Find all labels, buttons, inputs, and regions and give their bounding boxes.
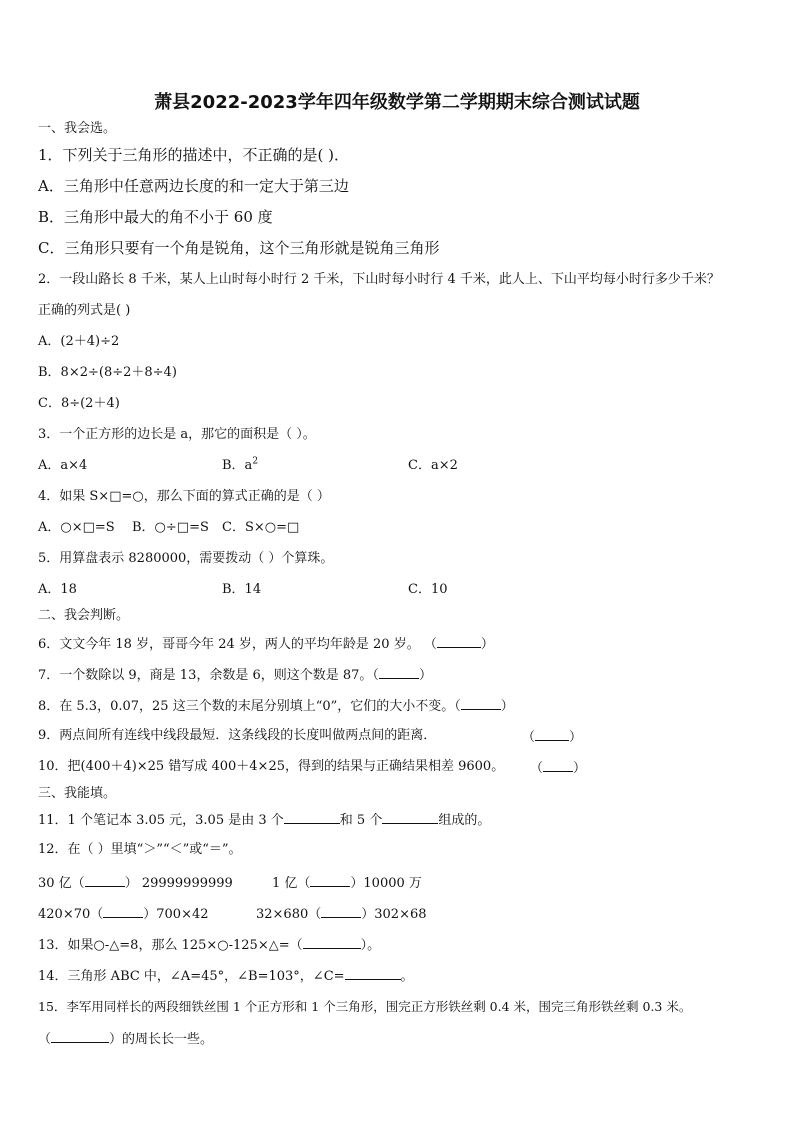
question-10-close: ） bbox=[573, 761, 587, 776]
answer-blank[interactable] bbox=[103, 905, 143, 918]
question-12-item-3-post: ）700×42 bbox=[143, 907, 209, 922]
question-6 bbox=[38, 635, 494, 653]
question-15-post: ）的周长长一些。 bbox=[109, 1032, 214, 1047]
question-12-item-3 bbox=[38, 905, 209, 923]
answer-blank[interactable] bbox=[345, 967, 401, 980]
question-12-item-2 bbox=[272, 874, 422, 892]
question-12-item-1-post: ） 29999999999 bbox=[124, 876, 233, 891]
question-3-stem: 3．一个正方形的边长是 a，那它的面积是（ ）。 bbox=[38, 427, 316, 442]
question-13-pre: 13．如果○-△=8，那么 125×○-125×△=（ bbox=[38, 938, 303, 953]
question-11 bbox=[38, 811, 490, 829]
question-9 bbox=[38, 728, 436, 744]
question-4-option-a: A．○×□=S bbox=[38, 520, 115, 535]
question-6-close: ） bbox=[480, 637, 494, 652]
page-title: 萧县2022-2023学年四年级数学第二学期期末综合测试试题 bbox=[154, 92, 640, 113]
question-10 bbox=[38, 759, 504, 775]
question-12-item-3-pre: 420×70（ bbox=[38, 907, 104, 922]
question-13-post: ）。 bbox=[360, 938, 381, 953]
question-12-stem: 12．在（ ）里填“＞”“＜”或“＝”。 bbox=[38, 842, 242, 857]
question-4-stem: 4．如果 S×□=○，那么下面的算式正确的是（ ） bbox=[38, 489, 330, 504]
question-4-option-c: C．S×○=□ bbox=[222, 520, 300, 535]
question-12-item-4-pre: 32×680（ bbox=[256, 907, 322, 922]
question-1-option-a: A．三角形中任意两边长度的和一定大于第三边 bbox=[38, 177, 349, 195]
question-12-item-4 bbox=[256, 905, 427, 923]
question-2-stem-line1: 2．一段山路长 8 千米，某人上山时每小时行 2 千米，下山时每小时行 4 千米，此人上、下山平均每小时行多少千米？ bbox=[38, 272, 720, 287]
answer-blank[interactable] bbox=[51, 1030, 109, 1043]
question-5-option-b: B．14 bbox=[222, 582, 262, 597]
section-heading-judge: 二、我会判断。 bbox=[38, 608, 130, 623]
question-15-answer bbox=[38, 1030, 213, 1048]
question-14-pre: 14．三角形 ABC 中，∠A=45°，∠B=103°，∠C= bbox=[38, 969, 345, 984]
answer-blank[interactable] bbox=[284, 811, 340, 824]
question-2-stem-line2: 正确的列式是( ) bbox=[38, 303, 131, 318]
question-2-option-b: B．8×2÷(8÷2＋8÷4) bbox=[38, 365, 177, 380]
answer-blank[interactable] bbox=[379, 666, 419, 679]
question-7-text: 7．一个数除以 9，商是 13，余数是 6，则这个数是 87。（ bbox=[38, 668, 379, 683]
question-12-item-2-post: ）10000 万 bbox=[350, 876, 422, 891]
answer-blank[interactable] bbox=[303, 936, 361, 949]
answer-blank[interactable] bbox=[437, 635, 481, 648]
question-10-text: 10．把(400＋4)×25 错写成 400＋4×25，得到的结果与正确结果相差 9600。 bbox=[38, 759, 505, 774]
question-12-item-4-post: ）302×68 bbox=[361, 907, 427, 922]
answer-blank[interactable] bbox=[535, 728, 569, 741]
question-8 bbox=[38, 697, 514, 715]
question-3-option-b-text: B．a bbox=[222, 458, 253, 473]
question-1-option-c: C．三角形只要有一个角是锐角，这个三角形就是锐角三角形 bbox=[38, 239, 440, 257]
answer-blank[interactable] bbox=[382, 811, 438, 824]
question-3-option-c: C．a×2 bbox=[408, 458, 458, 473]
question-2-option-c: C．8÷(2＋4) bbox=[38, 396, 120, 411]
question-13 bbox=[38, 936, 380, 954]
question-10-open: （ bbox=[530, 761, 544, 776]
answer-blank[interactable] bbox=[310, 874, 350, 887]
question-15-pre: （ bbox=[38, 1032, 52, 1047]
question-2-option-a: A．(2＋4)÷2 bbox=[38, 334, 120, 349]
question-11-part1: 11．1 个笔记本 3.05 元，3.05 是由 3 个 bbox=[38, 813, 284, 828]
question-12-item-2-pre: 1 亿（ bbox=[272, 876, 311, 891]
answer-blank[interactable] bbox=[461, 697, 501, 710]
question-11-part3: 组成的。 bbox=[438, 813, 491, 828]
answer-blank[interactable] bbox=[321, 905, 361, 918]
question-9-text: 9．两点间所有连线中线段最短．这条线段的长度叫做两点间的距离． bbox=[38, 728, 437, 743]
question-11-part2: 和 5 个 bbox=[339, 813, 383, 828]
question-1-stem: 1．下列关于三角形的描述中，不正确的是( )． bbox=[38, 146, 350, 164]
question-7-close: ） bbox=[418, 668, 432, 683]
question-5-stem: 5．用算盘表示 8280000，需要拨动（ ）个算珠。 bbox=[38, 551, 334, 566]
question-3-option-b bbox=[222, 458, 258, 474]
question-14-post: 。 bbox=[400, 969, 414, 984]
section-heading-fill: 三、我能填。 bbox=[38, 786, 117, 801]
question-1-option-b: B．三角形中最大的角不小于 60 度 bbox=[38, 208, 273, 226]
question-6-text: 6．文文今年 18 岁，哥哥今年 24 岁，两人的平均年龄是 20 岁。 （ bbox=[38, 637, 437, 652]
question-7 bbox=[38, 666, 432, 684]
question-3-option-a: A．a×4 bbox=[38, 458, 88, 473]
question-12-item-1-pre: 30 亿（ bbox=[38, 876, 85, 891]
question-9-open: （ bbox=[522, 730, 536, 745]
question-8-close: ） bbox=[500, 699, 514, 714]
question-4-option-b: B．○÷□=S bbox=[132, 520, 209, 535]
question-3-option-b-exponent: 2 bbox=[252, 456, 259, 467]
question-9-close: ） bbox=[569, 730, 583, 745]
answer-blank[interactable] bbox=[85, 874, 125, 887]
answer-blank[interactable] bbox=[543, 759, 573, 772]
question-10-answer bbox=[530, 759, 586, 777]
section-heading-choose: 一、我会选。 bbox=[38, 121, 117, 136]
question-15-stem: 15．李军用同样长的两段细铁丝围 1 个正方形和 1 个三角形，围完正方形铁丝剩 0.4 米，围完三角形铁丝剩 0.3 米。 bbox=[38, 999, 692, 1014]
question-9-answer bbox=[522, 728, 582, 746]
question-5-option-c: C．10 bbox=[408, 582, 448, 597]
question-8-text: 8．在 5.3，0.07，25 这三个数的末尾分别填上“0”，它们的大小不变。（ bbox=[38, 699, 461, 714]
question-14 bbox=[38, 967, 414, 985]
question-5-option-a: A．18 bbox=[38, 582, 77, 597]
question-12-item-1 bbox=[38, 874, 233, 892]
